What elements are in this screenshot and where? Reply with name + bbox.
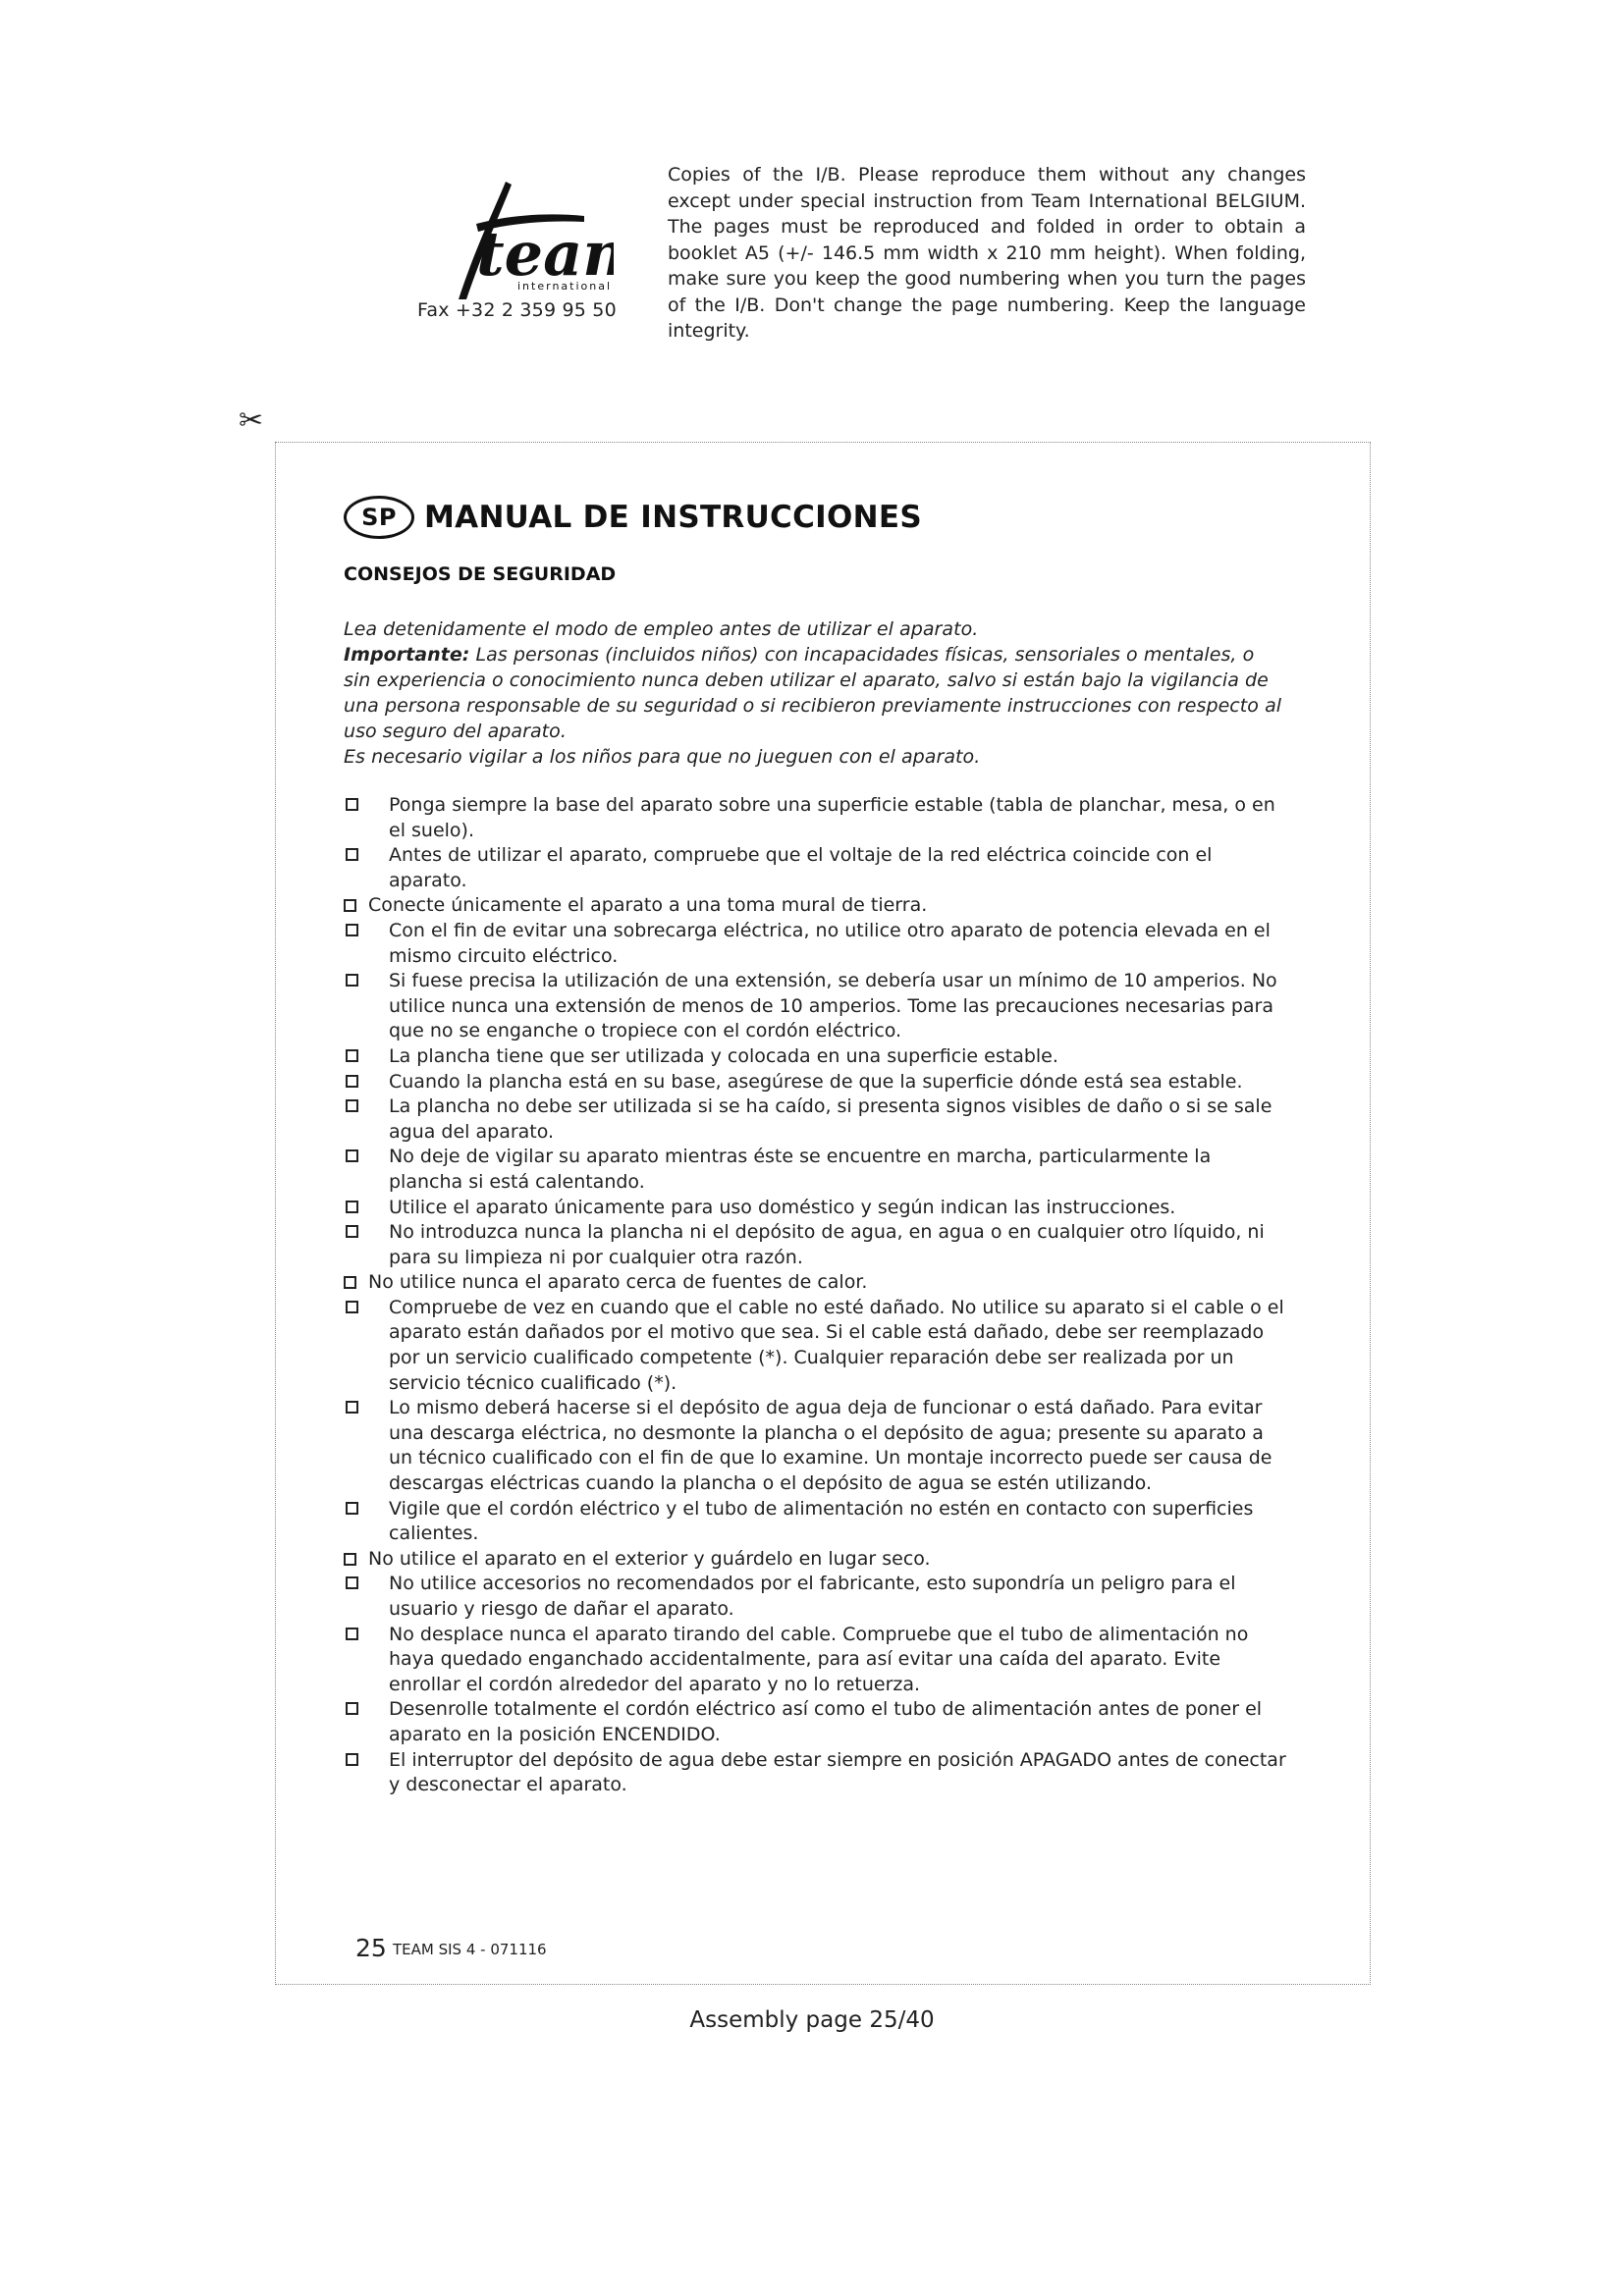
checkbox-bullet-icon: [346, 1225, 358, 1238]
list-item: No desplace nunca el aparato tirando del cable. Compruebe que el tubo de alimentación no haya quedado enganchado accidentalmente, para así evitar una caída del aparato. Evite enrollar el cordón alrededor del aparato y no lo retuerza.: [344, 1623, 1286, 1698]
page-number: 25: [355, 1934, 387, 1962]
checkbox-bullet-icon: [344, 899, 356, 912]
team-logo: [437, 177, 614, 314]
intro-line-3: Es necesario vigilar a los niños para que no jueguen con el aparato.: [344, 746, 981, 768]
checkbox-bullet-icon: [346, 1099, 358, 1112]
list-item: Conecte únicamente el aparato a una toma mural de tierra.: [344, 893, 1286, 919]
language-badge: SP: [344, 496, 414, 539]
checkbox-bullet-icon: [346, 1049, 358, 1062]
copies-note: Copies of the I/B. Please reproduce them without any changes except under special instruction from Team International BELGIUM. The pages must be reproduced and folded in order to obtain a booklet A5 (+/- 146.5 mm width x 210 mm height). When folding, make sure you keep the good numbering when you turn the pages of the I/B. Don't change the page numbering. Keep the language integrity.: [668, 164, 1306, 342]
checkbox-bullet-icon: [346, 1301, 358, 1313]
list-item: Utilice el aparato únicamente para uso doméstico y según indican las instrucciones.: [344, 1196, 1286, 1221]
intro-line-1: Lea detenidamente el modo de empleo antes de utilizar el aparato.: [344, 618, 979, 640]
checkbox-bullet-icon: [346, 1702, 358, 1715]
assembly-page-label: Assembly page 25/40: [689, 2007, 935, 2033]
list-item: Antes de utilizar el aparato, compruebe que el voltaje de la red eléctrica coincide con el aparato.: [344, 843, 1286, 893]
checkbox-bullet-icon: [346, 1149, 358, 1162]
checkbox-bullet-icon: [346, 848, 358, 861]
intro-important: [344, 642, 1286, 744]
list-item: Desenrolle totalmente el cordón eléctrico así como el tubo de alimentación antes de poner el aparato en la posición ENCENDIDO.: [344, 1697, 1286, 1747]
manual-title: MANUAL DE INSTRUCCIONES: [424, 500, 922, 535]
section-title: CONSEJOS DE SEGURIDAD: [344, 563, 617, 585]
team-logo-graphic: [437, 177, 614, 314]
list-item: Ponga siempre la base del aparato sobre una superficie estable (tabla de planchar, mesa, o en el suelo).: [344, 793, 1286, 843]
safety-list: [344, 793, 1286, 1798]
model-code: TEAM SIS 4 - 071116: [393, 1941, 547, 1958]
list-item: Lo mismo deberá hacerse si el depósito de agua deja de funcionar o está dañado. Para evitar una descarga eléctrica, no desmonte la plancha o el depósito de agua; presente su aparato a un técnico cualificado con el fin de que lo examine. Un montaje incorrecto puede ser causa de descargas eléctricas cuando la plancha o el depósito de agua se estén utilizando.: [344, 1396, 1286, 1496]
list-item: Cuando la plancha está en su base, asegúrese de que la superficie dónde está sea estable.: [344, 1070, 1286, 1095]
checkbox-bullet-icon: [346, 1753, 358, 1766]
checkbox-bullet-icon: [346, 1576, 358, 1589]
list-item: La plancha no debe ser utilizada si se ha caído, si presenta signos visibles de daño o si se sale agua del aparato.: [344, 1095, 1286, 1145]
checkbox-bullet-icon: [346, 974, 358, 987]
checkbox-bullet-icon: [346, 1075, 358, 1088]
list-item: La plancha tiene que ser utilizada y colocada en una superficie estable.: [344, 1044, 1286, 1070]
fax-number: Fax +32 2 359 95 50: [417, 299, 617, 321]
checkbox-bullet-icon: [346, 1502, 358, 1515]
list-item: Con el fin de evitar una sobrecarga eléctrica, no utilice otro aparato de potencia elevada en el mismo circuito eléctrico.: [344, 919, 1286, 969]
checkbox-bullet-icon: [344, 1553, 356, 1566]
list-item: No introduzca nunca la plancha ni el depósito de agua, en agua o en cualquier otro líquido, ni para su limpieza ni por cualquier otra razón.: [344, 1220, 1286, 1270]
list-item: No utilice nunca el aparato cerca de fuentes de calor.: [344, 1270, 1286, 1296]
safety-intro: [344, 616, 1286, 770]
intro-line-2: Las personas (incluidos niños) con incapacidades físicas, sensoriales o mentales, o sin experiencia o conocimiento nunca deben utilizar el aparato, salvo si están bajo la vigilancia de una persona responsable de su seguridad o si recibieron previamente instrucciones con respecto al uso seguro del aparato.: [344, 644, 1282, 742]
list-item: Compruebe de vez en cuando que el cable no esté dañado. No utilice su aparato si el cable o el aparato están dañados por el motivo que sea. Si el cable está dañado, debe ser reemplazado por un servicio cualificado competente (*). Cualquier reparación debe ser realizada por un servicio técnico cualificado (*).: [344, 1296, 1286, 1396]
checkbox-bullet-icon: [346, 924, 358, 936]
logo-wordmark: tea: [476, 218, 583, 290]
manual-title-row: [344, 493, 922, 542]
list-item: No utilice el aparato en el exterior y guárdelo en lugar seco.: [344, 1547, 1286, 1573]
checkbox-bullet-icon: [346, 1628, 358, 1640]
checkbox-bullet-icon: [344, 1276, 356, 1289]
list-item: El interruptor del depósito de agua debe estar siempre en posición APAGADO antes de conectar y desconectar el aparato.: [344, 1748, 1286, 1798]
checkbox-bullet-icon: [346, 798, 358, 811]
checkbox-bullet-icon: [346, 1401, 358, 1414]
list-item: Si fuese precisa la utilización de una extensión, se debería usar un mínimo de 10 amperios. No utilice nunca una extensión de menos de 10 amperios. Tome las precauciones necesarias para que no se enganche o tropiece con el cordón eléctrico.: [344, 969, 1286, 1044]
list-item: No deje de vigilar su aparato mientras éste se encuentre en marcha, particularmente la plancha si está calentando.: [344, 1145, 1286, 1195]
scissors-icon: ✂: [239, 403, 264, 438]
checkbox-bullet-icon: [346, 1201, 358, 1213]
list-item: Vigile que el cordón eléctrico y el tubo de alimentación no estén en contacto con superficies calientes.: [344, 1497, 1286, 1547]
list-item: No utilice accesorios no recomendados por el fabricante, esto supondría un peligro para el usuario y riesgo de dañar el aparato.: [344, 1572, 1286, 1622]
logo-subtext: international: [517, 280, 613, 293]
important-label: Importante:: [344, 644, 470, 666]
